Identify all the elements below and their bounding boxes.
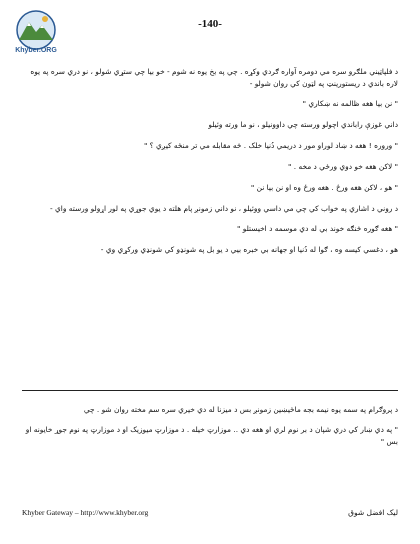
paragraph: د فلپاټيني ملګرو سره مي دومره آواره ګردي وکړه . چي په بخ يوه نه شوم - خو بيا چي ستړي شولو ، نو دري سره په يوه لاره باندي د ريستورينټ په لټون کي روان شولو - <box>30 67 398 88</box>
footer-site-link[interactable]: Khyber Gateway – http://www.khyber.org <box>22 508 149 517</box>
paragraph: " لاکن هغه خو دوي ورځي د مخه . " <box>288 162 398 171</box>
paragraph: " نن بيا هغه ظالمه نه ښکاري " <box>302 99 398 108</box>
main-text <box>22 66 398 264</box>
paragraph: " هو ، لاکن هغه ورځ . هغه ورځ وه او نن بيا نن " <box>250 183 398 192</box>
footer-author: ليک افضل شوق <box>348 508 398 517</box>
paragraph: داني غوزې راباندي اچولو ورسته چي داوونيلو ، نو ما ورته وئيلو <box>208 120 398 129</box>
footnote: د پروګرام په سمه يوه نيمه بجه ماځيښين زمونږ بس د ميزنا له دي خيري سره سم مخته روان شو . چي <box>83 405 398 414</box>
paragraph: " هغه ګوره څنګه خوند بي له دي موسمه د اخيستلو " <box>237 224 398 233</box>
paragraph: " وروره ! هغه د ښاد لوراو مور د دريمي دُنيا خلک . څه مقابله مي تر منځه کيږي ؟ " <box>143 141 398 150</box>
footnotes <box>22 404 398 456</box>
paragraph: د روني د اشاري په خواب کي چي مي داسي ووئيلو ، نو داني زمونږ پام هلته د يوي جوړي په لور اړولو ورسته واي - <box>49 204 398 213</box>
paragraph: هو ، دغسي کيسه وه ، ګوا له دُنيا او جهانه بي خبره بيي د يو بل په شونډو کي شونډي ورکړي وي - <box>100 245 398 254</box>
page-number: -140- <box>198 18 222 30</box>
footnote: " په دي ښار کي دري شپان د بر نوم لري او هغه دي .. موزارټ خيله . د موزارټ ميوزيک او د موزارټ په نوم جوړ خايونه او بس " <box>25 425 398 446</box>
footnote-separator <box>22 390 398 391</box>
logo-text: Khyber.ORG <box>15 47 57 54</box>
